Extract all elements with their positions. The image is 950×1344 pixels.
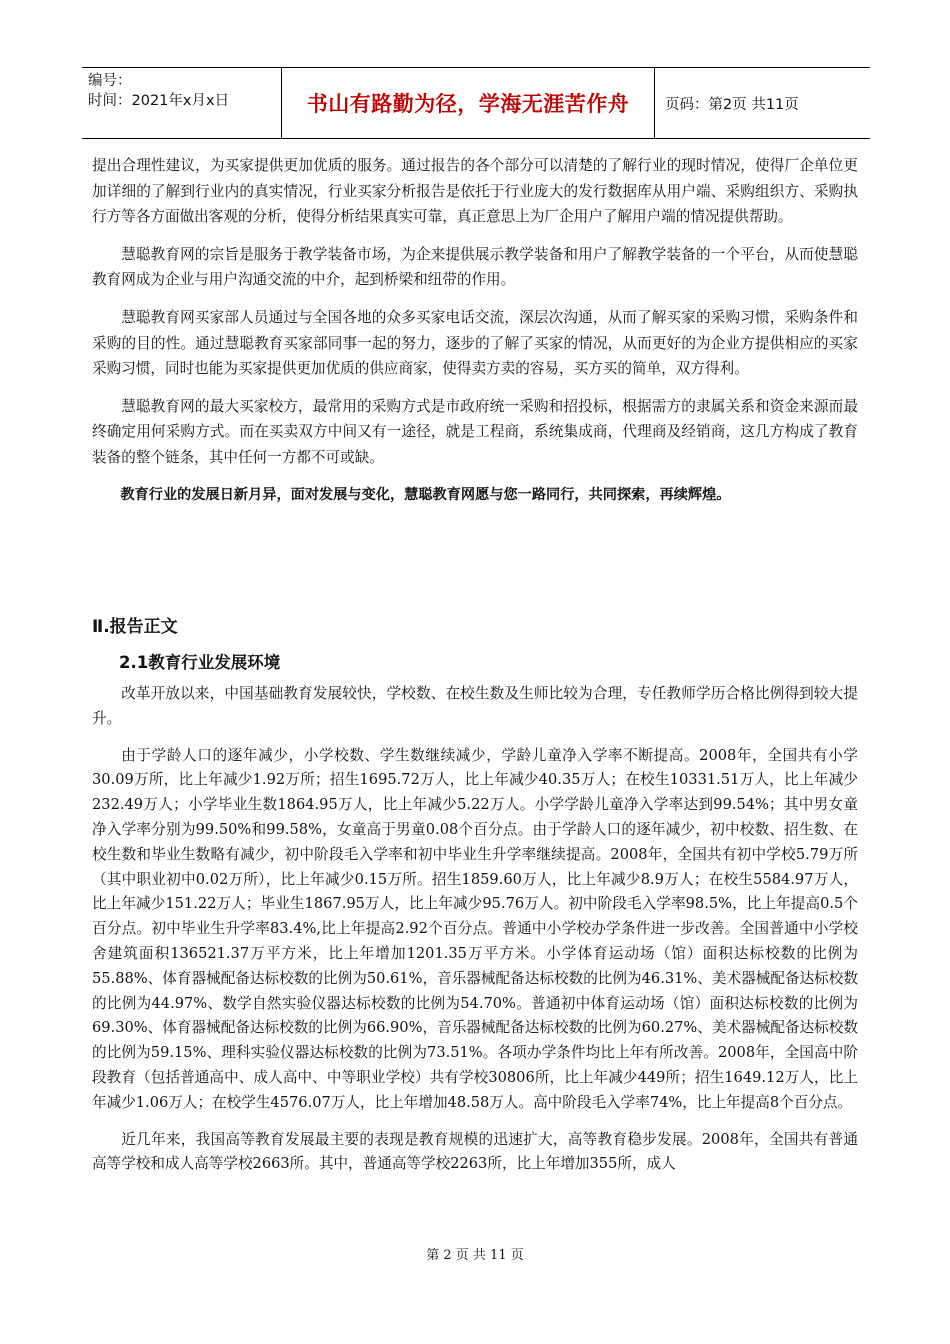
page-label: 页码：第2页 共11页 [665,96,799,113]
header-left-cell [82,68,282,138]
header-table [82,67,870,139]
motto-text: 书山有路勤为径，学海无涯苦作舟 [306,92,630,116]
section-body [92,682,858,1189]
section-paragraph-3: 近几年来，我国高等教育发展最主要的表现是教育规模的迅速扩大，高等教育稳步发展。2008年，全国共有普通高等学校和成人高等学校2663所。其中，普通高等学校2263所，比上年增加355所，成人 [92,1130,858,1173]
section-paragraph-2: 由于学龄人口的逐年减少，小学校数、学生数继续减少，学龄儿童净入学率不断提高。2008年，全国共有小学30.09万所，比上年减少1.92万所；招生1695.72万人，比上年减少40.35万人；在校生10331.51万人，比上年减少232.49万人；小学毕业生数1864.95万人，比上年减少5.22万人。小学学龄儿童净入学率达到99.54%；其中男女童净入学率分别为99.50%和99.58%，女童高于男童0.08个百分点。由于学龄人口的逐年减少，初中校数、招生数、在校生数和毕业生数略有减少，初中阶段毛入学率和初中毕业生升学率继续提高。2008年，全国共有初中学校5.79万所（其中职业初中0.02万所），比上年减少0.15万所。招生1859.60万人，比上年减少8.9万人；在校生5584.97万人，比上年减少151.22万人；毕业生1867.95万人，比上年减少95.76万人。初中阶段毛入学率98.5%，比上年提高0.5个百分点。初中毕业生升学率83.4%,比上年提高2.92个百分点。普通中小学校办学条件进一步改善。全国普通中小学校舍建筑面积136521.37万平方米，比上年增加1201.35万平方米。小学体育运动场（馆）面积达标校数的比例为55.88%、体育器械配备达标校数的比例为50.61%，音乐器械配备达标校数的比例为46.31%、美术器械配备达标校数的比例为44.97%、数学自然实验仪器达标校数的比例为54.70%。普通初中体育运动场（馆）面积达标校数的比例为69.30%、体育器械配备达标校数的比例为66.90%，音乐器械配备达标校数的比例为60.27%、美术器械配备达标校数的比例为59.15%、理科实验仪器达标校数的比例为73.51%。各项办学条件均比上年有所改善。2008年，全国高中阶段教育（包括普通高中、成人高中、中等职业学校）共有学校30806所，比上年减少449所；招生1649.12万人，比上年减少1.06万人；在校学生4576.07万人，比上年增加48.58万人。高中阶段毛入学率74%，比上年提高8个百分点。 [92,746,858,1111]
header-page-cell [655,68,870,138]
section-paragraph-1: 改革开放以来，中国基础教育发展较快，学校数、在校生数及生师比较为合理，专任教师学历合格比例得到较大提升。 [92,685,858,727]
number-label: 编号： [88,73,132,89]
section-title: Ⅱ.报告正文 [92,617,178,637]
intro-paragraph-4: 慧聪教育网的最大买家校方，最常用的采购方式是市政府统一采购和招投标，根据需方的隶属关系和资金来源而最终确定用何采购方式。而在买卖双方中间又有一途径，就是工程商，系统集成商，代理商及经销商，这几方构成了教育装备的整个链条，其中任何一方都不可或缺。 [92,397,858,466]
intro-paragraph-3: 慧聪教育网买家部人员通过与全国各地的众多买家电话交流，深层次沟通，从而了解买家的采购习惯，采购条件和采购的目的性。通过慧聪教育买家部同事一起的努力，逐步的了解了买家的情况，从而更好的为企业方提供相应的买家采购习惯，同时也能为买家提供更加优质的供应商家，使得卖方卖的容易，买方买的简单，双方得利。 [92,308,858,378]
page-footer: 第 2 页 共 11 页 [426,1248,524,1263]
subsection-title: 2.1教育行业发展环境 [119,653,281,672]
intro-body [92,153,858,520]
date-label: 时间：2021年x月x日 [88,93,230,109]
header-motto-cell [282,68,655,138]
bold-statement: 教育行业的发展日新月异，面对发展与变化，慧聪教育网愿与您一路同行，共同探索，再续辉煌。 [120,486,731,503]
intro-paragraph-1: 提出合理性建议，为买家提供更加优质的服务。通过报告的各个部分可以清楚的了解行业的现时情况，使得厂企单位更加详细的了解到行业内的真实情况，行业买家分析报告是依托于行业庞大的发行数据库从用户端、采购组织方、采购执行方等各方面做出客观的分析，使得分析结果真实可靠，真正意思上为厂企用户了解用户端的情况提供帮助。 [92,157,858,226]
intro-paragraph-2: 慧聪教育网的宗旨是服务于教学装备市场，为企来提供展示教学装备和用户了解教学装备的一个平台，从而使慧聪教育网成为企业与用户沟通交流的中介，起到桥梁和纽带的作用。 [92,245,858,289]
